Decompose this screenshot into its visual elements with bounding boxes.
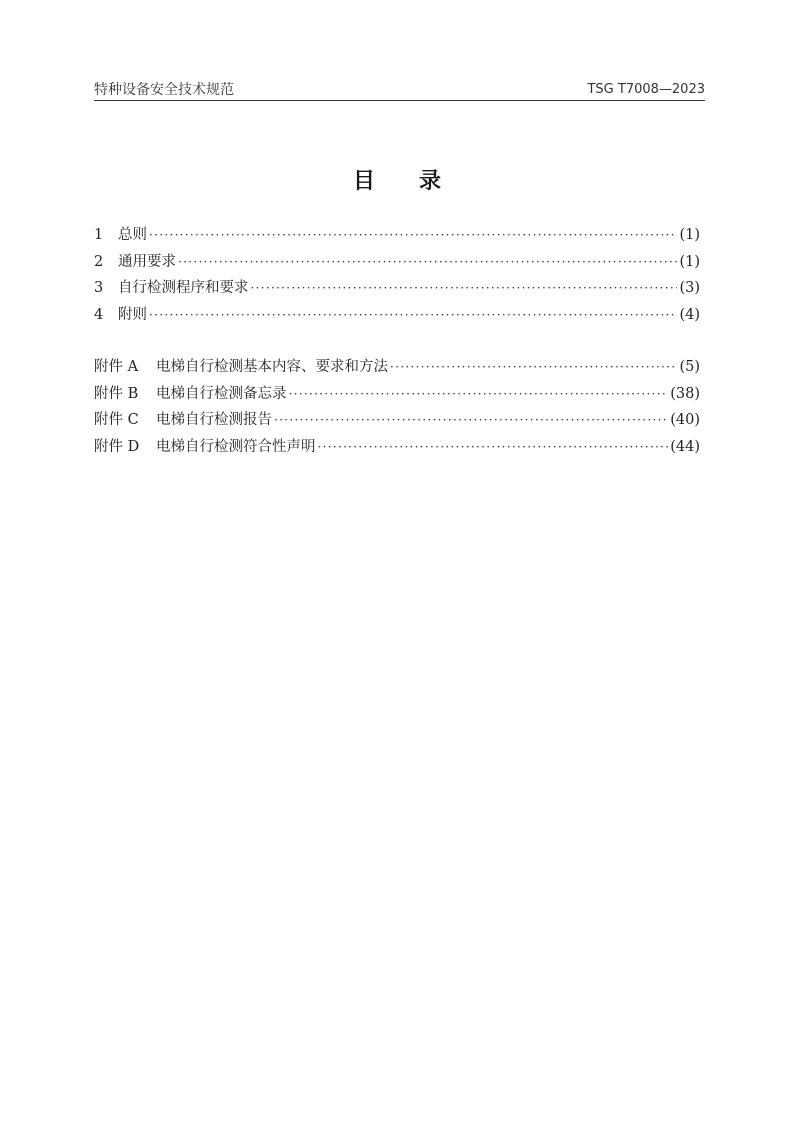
toc-leader-dots <box>178 249 677 275</box>
toc-entry-page: (5) <box>679 359 700 375</box>
toc-leader-dots <box>251 275 678 301</box>
page-header <box>94 82 705 101</box>
toc-entry-title: 电梯自行检测基本内容、要求和方法 <box>156 359 388 375</box>
toc-entry-4[interactable] <box>94 302 700 329</box>
toc-main-list <box>94 222 700 328</box>
toc-entry-number: 3 <box>94 280 104 296</box>
toc-appendix-label: 附件 C <box>94 412 139 428</box>
toc-entry-page: (4) <box>679 306 700 323</box>
toc-entry-3[interactable] <box>94 275 700 302</box>
toc-entry-page: (44) <box>670 438 700 455</box>
toc-entry-title: 通用要求 <box>118 253 176 270</box>
toc-entry-title: 电梯自行检测符合性声明 <box>156 438 316 455</box>
toc-appendix-c[interactable] <box>94 407 700 434</box>
toc-entry-number: 2 <box>94 253 104 270</box>
toc-appendix-label: 附件 B <box>94 385 139 402</box>
toc-entry-page: (38) <box>670 385 700 402</box>
toc-entry-2[interactable] <box>94 249 700 276</box>
toc-appendix-b[interactable] <box>94 381 700 408</box>
toc-entry-title: 总则 <box>118 227 147 243</box>
toc-entry-page: (40) <box>670 412 700 428</box>
toc-leader-dots <box>149 302 677 328</box>
toc-entry-title: 自行检测程序和要求 <box>118 280 249 296</box>
toc-entry-number: 4 <box>94 306 104 323</box>
toc-leader-dots <box>274 407 668 433</box>
toc-appendix-a[interactable] <box>94 354 700 381</box>
toc-entry-title: 附则 <box>118 306 147 323</box>
toc-appendix-label: 附件 A <box>94 359 139 375</box>
toc-entry-page: (3) <box>679 280 700 296</box>
toc-entry-1[interactable] <box>94 222 700 249</box>
toc-leader-dots <box>289 381 669 407</box>
header-document-series: 特种设备安全技术规范 <box>94 82 234 98</box>
toc-entry-title: 电梯自行检测备忘录 <box>156 385 287 402</box>
toc-leader-dots <box>149 222 677 248</box>
page-title: 目录 <box>352 169 485 194</box>
toc-leader-dots <box>318 434 669 460</box>
toc-appendix-list <box>94 354 700 460</box>
toc-entry-page: (1) <box>679 227 700 243</box>
toc-entry-title: 电梯自行检测报告 <box>156 412 272 428</box>
header-document-code: TSG T7008—2023 <box>587 82 705 97</box>
toc-entry-page: (1) <box>679 253 700 270</box>
toc-leader-dots <box>390 354 677 380</box>
toc-appendix-label: 附件 D <box>94 438 140 455</box>
toc-appendix-d[interactable] <box>94 434 700 461</box>
toc-entry-number: 1 <box>94 227 104 243</box>
